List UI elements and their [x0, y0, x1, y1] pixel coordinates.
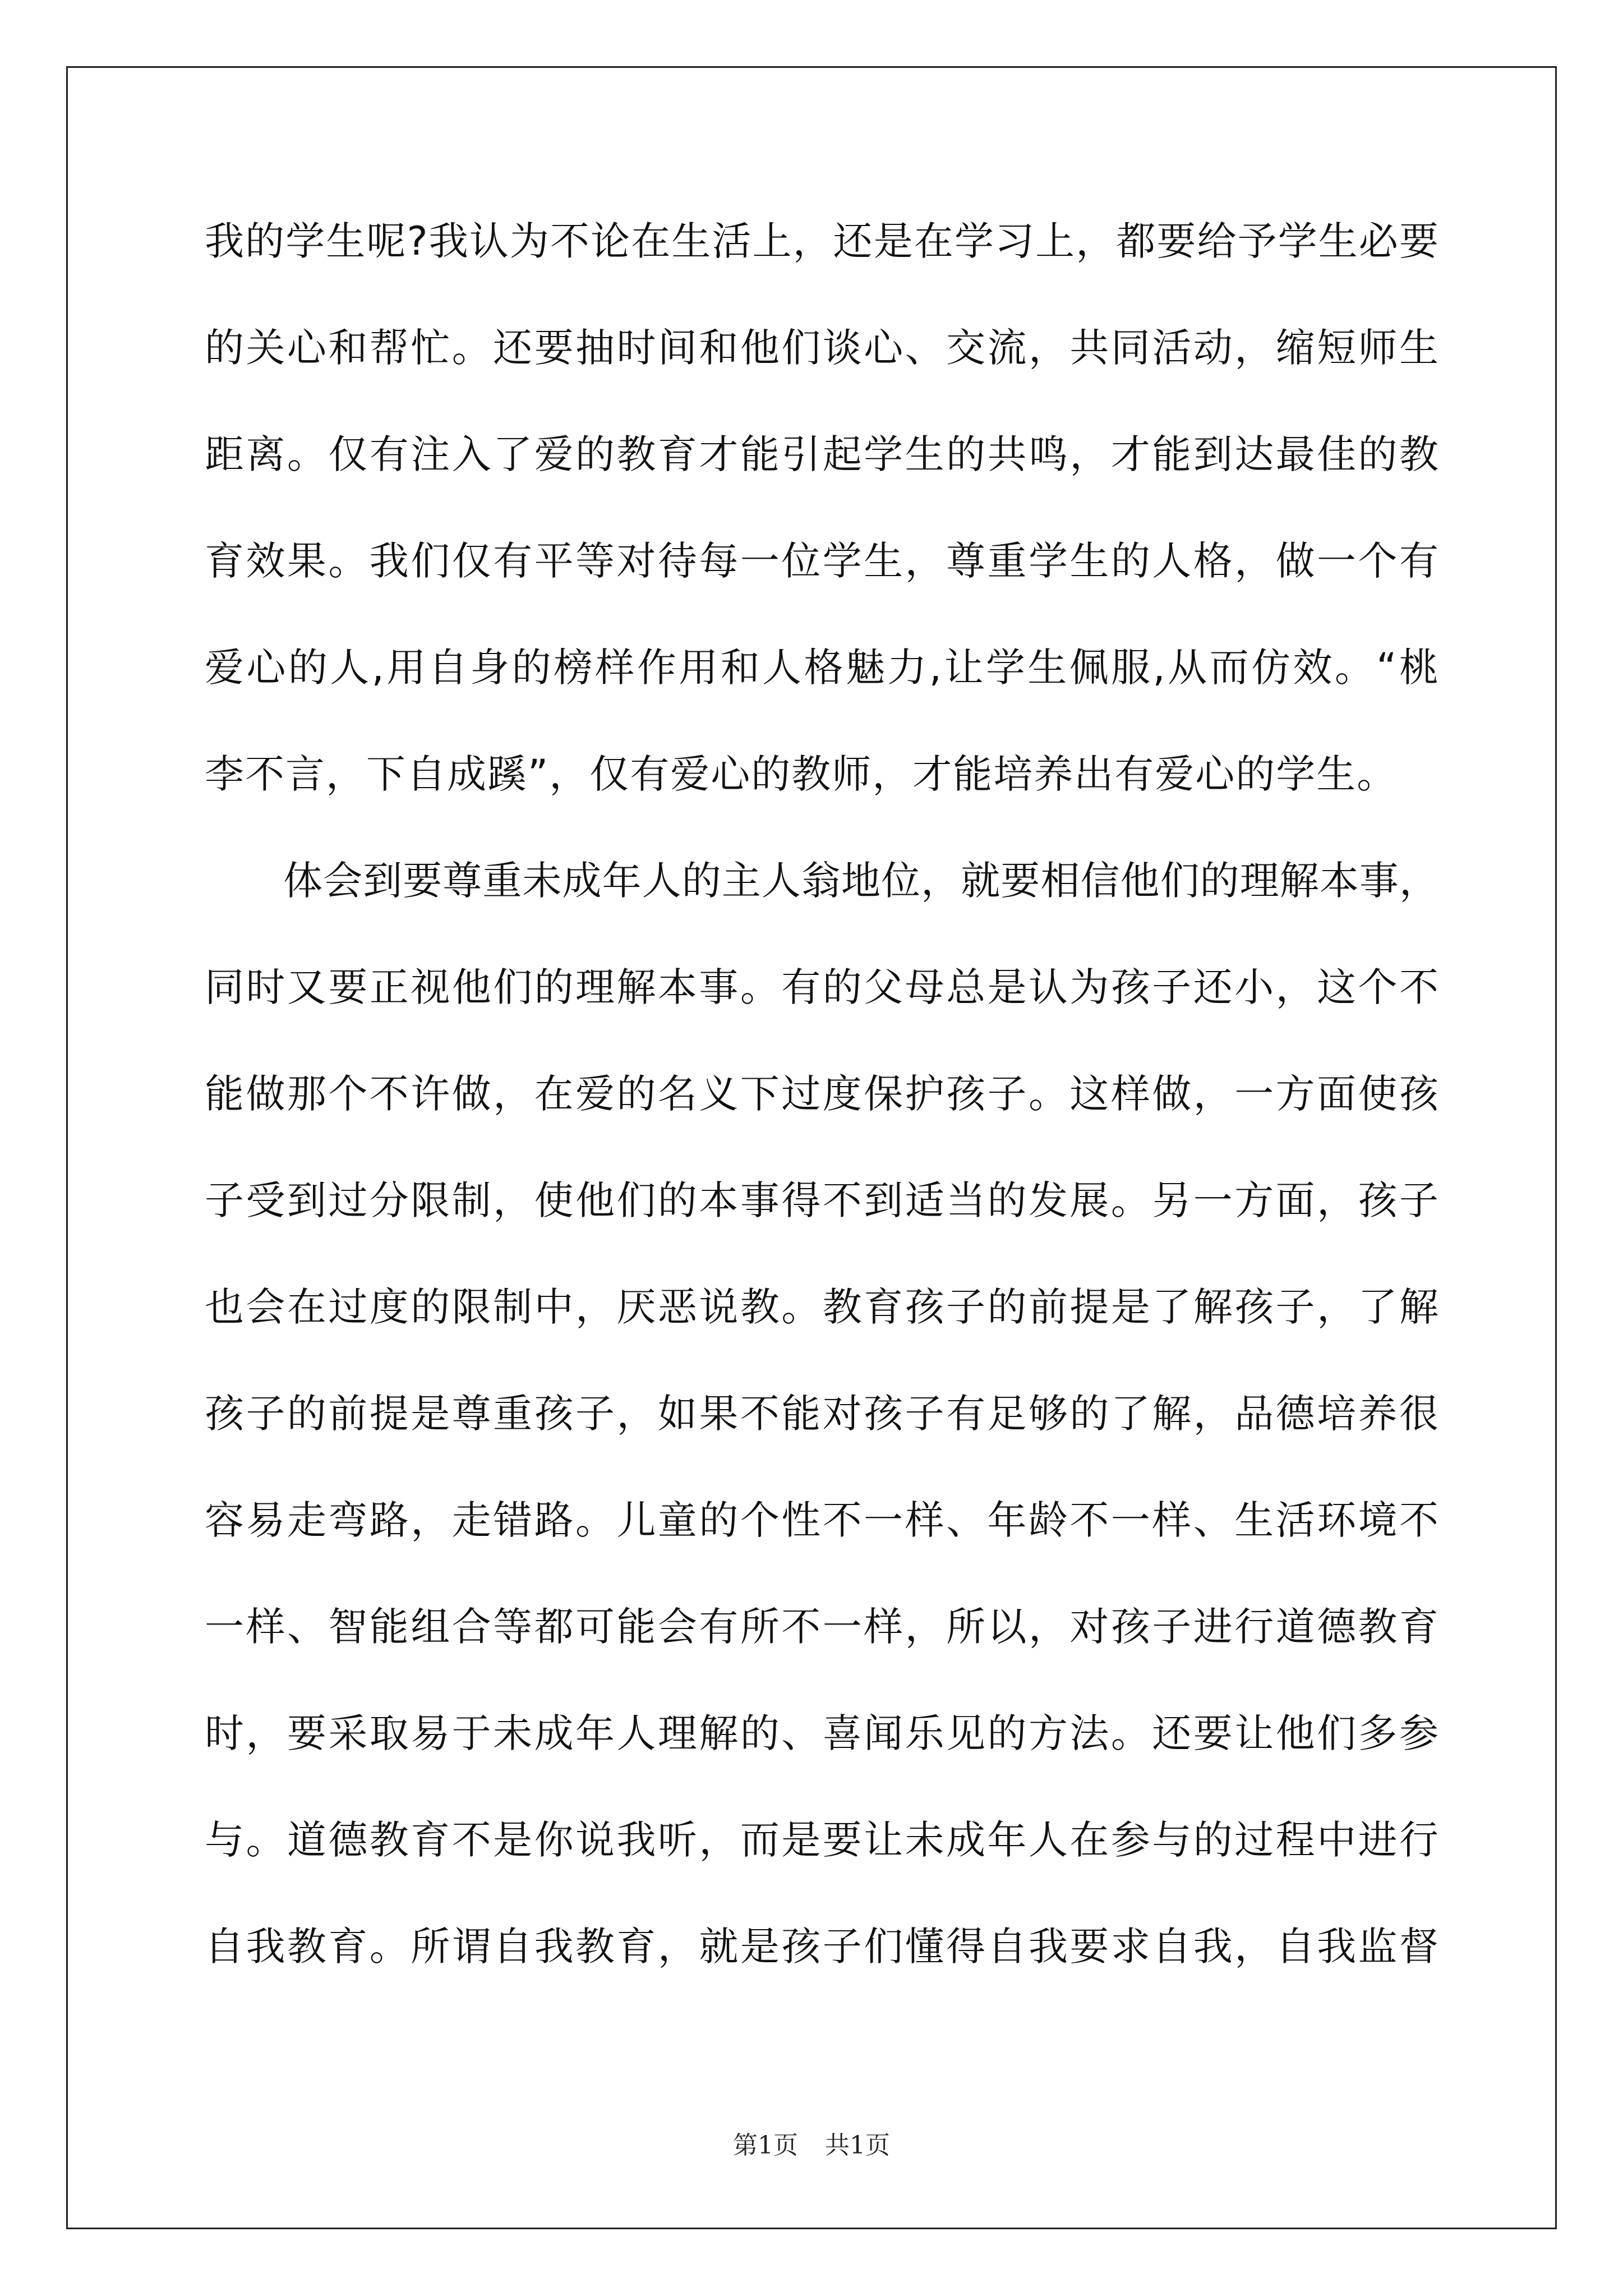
- page-border: [66, 66, 1557, 2229]
- text-line: 同时又要正视他们的理解本事。有的父母总是认为孩子还小，这个不: [205, 964, 1438, 1010]
- text-line: 李不言，下自成蹊”，仅有爱心的教师，才能培养出有爱心的学生。: [205, 751, 1398, 797]
- text-line: 与。道德教育不是你说我听，而是要让未成年人在参与的过程中进行: [205, 1817, 1438, 1863]
- page-footer: [0, 2125, 1623, 2161]
- text-line: 一样、智能组合等都可能会有所不一样，所以，对孩子进行道德教育: [205, 1604, 1438, 1650]
- text-line: 的关心和帮忙。还要抽时间和他们谈心、交流，共同活动，缩短师生: [205, 325, 1438, 371]
- page-number-current: 第1页: [733, 2131, 798, 2160]
- text-line: 子受到过分限制，使他们的本事得不到适当的发展。另一方面，孩子: [205, 1177, 1438, 1223]
- text-line: 孩子的前提是尊重孩子，如果不能对孩子有足够的了解，品德培养很: [205, 1391, 1438, 1437]
- text-line: 距离。仅有注入了爱的教育才能引起学生的共鸣，才能到达最佳的教: [205, 431, 1438, 477]
- text-line: 我的学生呢?我认为不论在生活上，还是在学习上，都要给予学生必要: [205, 218, 1438, 264]
- text-line: 爱心的人,用自身的榜样作用和人格魅力,让学生佩服,从而仿效。“桃: [205, 645, 1438, 691]
- page-number-total: 共1页: [825, 2131, 890, 2160]
- text-line: 育效果。我们仅有平等对待每一位学生，尊重学生的人格，做一个有: [205, 538, 1438, 584]
- text-line: 自我教育。所谓自我教育，就是孩子们懂得自我要求自我，自我监督: [205, 1924, 1438, 1970]
- text-line: 体会到要尊重未成年人的主人翁地位，就要相信他们的理解本事，: [283, 858, 1438, 904]
- text-line: 时，要采取易于未成年人理解的、喜闻乐见的方法。还要让他们多参: [205, 1710, 1438, 1756]
- text-line: 能做那个不许做，在爱的名义下过度保护孩子。这样做，一方面使孩: [205, 1071, 1438, 1117]
- text-line: 容易走弯路，走错路。儿童的个性不一样、年龄不一样、生活环境不: [205, 1497, 1438, 1543]
- text-line: 也会在过度的限制中，厌恶说教。教育孩子的前提是了解孩子，了解: [205, 1284, 1438, 1330]
